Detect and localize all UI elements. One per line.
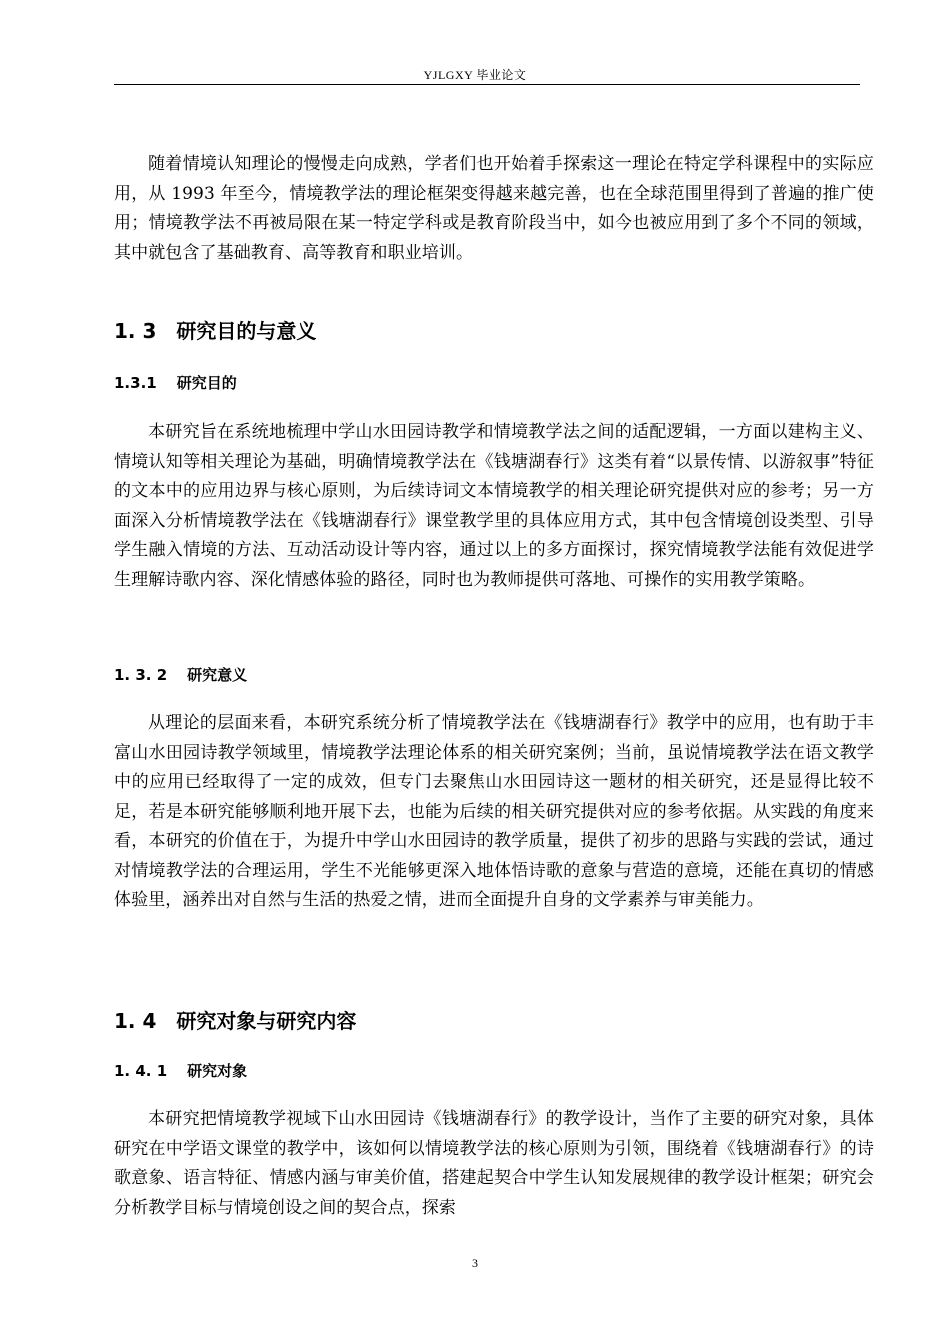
section-title: 研究对象与研究内容 xyxy=(176,1009,357,1033)
section-number: 1. 4 xyxy=(114,1009,157,1033)
section-heading-1-4 xyxy=(114,1005,356,1034)
subsection-title: 研究目的 xyxy=(176,374,237,392)
subsection-title: 研究对象 xyxy=(187,1062,248,1080)
research-object-paragraph: 本研究把情境教学视域下山水田园诗《钱塘湖春行》的教学设计，当作了主要的研究对象，具体研究在中学语文课堂的教学中，该如何以情境教学法的核心原则为引领，围绕着《钱塘湖春行》的诗歌意象、语言特征、情感内涵与审美价值，搭建起契合中学生认知发展规律的教学设计框架；研究会分析教学目标与情境创设之间的契合点，探索 xyxy=(114,1109,874,1218)
subsection-number: 1.3.1 xyxy=(114,374,157,392)
subsection-heading-1-3-1 xyxy=(114,372,237,393)
research-significance-paragraph: 从理论的层面来看，本研究系统分析了情境教学法在《钱塘湖春行》教学中的应用，也有助于丰富山水田园诗教学领域里，情境教学法理论体系的相关研究案例；当前，虽说情境教学法在语文教学中的应用已经取得了一定的成效，但专门去聚焦山水田园诗这一题材的相关研究，还是显得比较不足，若是本研究能够顺利地开展下去，也能为后续的相关研究提供对应的参考依据。从实践的角度来看，本研究的价值在于，为提升中学山水田园诗的教学质量，提供了初步的思路与实践的尝试，通过对情境教学法的合理运用，学生不光能够更深入地体悟诗歌的意象与营造的意境，还能在真切的情感体验里，涵养出对自然与生活的热爱之情，进而全面提升自身的文学素养与审美能力。 xyxy=(114,713,874,910)
page-number: 3 xyxy=(472,1256,478,1270)
section-heading-1-3 xyxy=(114,315,316,344)
intro-paragraph: 随着情境认知理论的慢慢走向成熟，学者们也开始着手探索这一理论在特定学科课程中的实际应用，从 1993 年至今，情境教学法的理论框架变得越来越完善，也在全球范围里得到了普遍的推广使用；情境教学法不再被局限在某一特定学科或是教育阶段当中，如今也被应用到了多个不同的领域，其中就包含了基础教育、高等教育和职业培训。 xyxy=(114,154,874,263)
subsection-heading-1-3-2 xyxy=(114,664,247,685)
research-purpose-paragraph: 本研究旨在系统地梳理中学山水田园诗教学和情境教学法之间的适配逻辑，一方面以建构主义、情境认知等相关理论为基础，明确情境教学法在《钱塘湖春行》这类有着“以景传情、以游叙事”特征的文本中的应用边界与核心原则，为后续诗词文本情境教学的相关理论研究提供对应的参考；另一方面深入分析情境教学法在《钱塘湖春行》课堂教学里的具体应用方式，其中包含情境创设类型、引导学生融入情境的方法、互动活动设计等内容，通过以上的多方面探讨，探究情境教学法能有效促进学生理解诗歌内容、深化情感体验的路径，同时也为教师提供可落地、可操作的实用教学策略。 xyxy=(114,422,874,590)
section-number: 1. 3 xyxy=(114,319,157,343)
subsection-number: 1. 4. 1 xyxy=(114,1062,168,1080)
header-divider xyxy=(114,84,860,85)
subsection-number: 1. 3. 2 xyxy=(114,666,168,684)
subsection-title: 研究意义 xyxy=(187,666,248,684)
running-header: YJLGXY 毕业论文 xyxy=(423,68,527,82)
section-title: 研究目的与意义 xyxy=(176,319,317,343)
subsection-heading-1-4-1 xyxy=(114,1060,247,1081)
